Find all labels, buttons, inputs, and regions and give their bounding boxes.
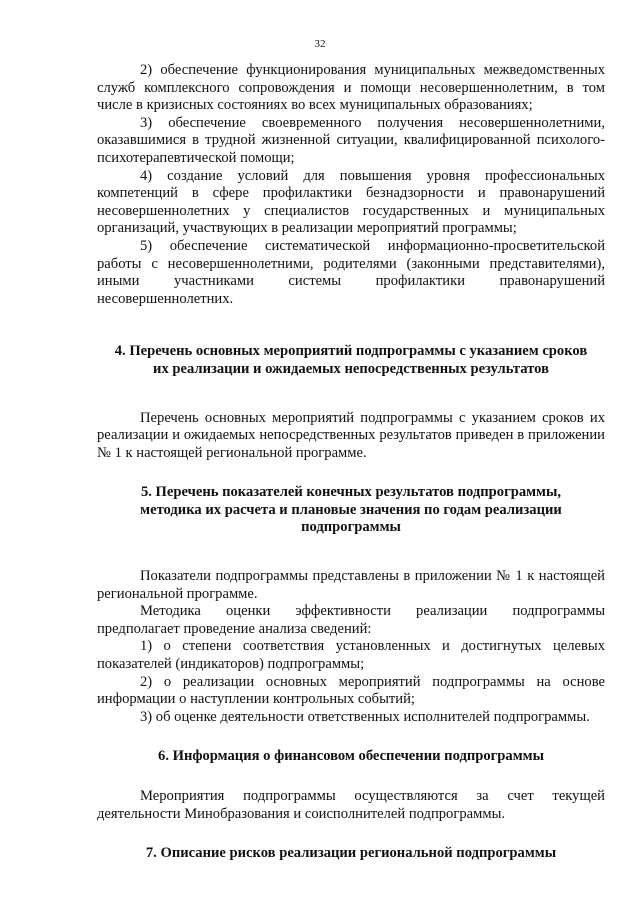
page-number: 32 <box>314 38 326 50</box>
section-heading-7: 7. Описание рисков реализации региональной подпрограммы <box>145 845 557 862</box>
section-heading-4: 4. Перечень основных мероприятий подпрограммы с указанием сроков их реализации и ожидаемых непосредственных результатов <box>114 343 588 377</box>
body-paragraph: Мероприятия подпрограммы осуществляются за счет текущей деятельности Минобразования и соисполнителей подпрограммы. <box>97 788 605 822</box>
section-heading-6: 6. Информация о финансовом обеспечении подпрограммы <box>158 748 544 765</box>
body-paragraph: 2) обеспечение функционирования муниципальных межведомственных служб комплексного сопровождения и помощи несовершеннолетним, в том числе в кризисных состояниях во всех муниципальных образованиях; <box>97 62 605 114</box>
document-body <box>97 62 605 863</box>
body-paragraph: Перечень основных мероприятий подпрограммы с указанием сроков их реализации и ожидаемых непосредственных результатов приведен в приложении № 1 к настоящей региональной программе. <box>97 409 605 461</box>
body-paragraph: 1) о степени соответствия установленных и достигнутых целевых показателей (индикаторов) подпрограммы; <box>97 638 605 673</box>
body-paragraph: 3) обеспечение своевременного получения несовершеннолетними, оказавшимися в трудной жизненной ситуации, квалифицированной психолого-психотерапевтической помощи; <box>97 114 605 166</box>
body-paragraph: Показатели подпрограммы представлены в приложении № 1 к настоящей региональной программе. <box>97 568 605 602</box>
body-paragraph: Методика оценки эффективности реализации подпрограммы предполагает проведение анализа сведений: <box>97 603 605 637</box>
body-paragraph: 5) обеспечение систематической информационно-просветительской работы с несовершеннолетними, родителями (законными представителями), иными участниками системы профилактики правонарушений несовершеннолетних. <box>97 237 605 307</box>
body-paragraph: 3) об оценке деятельности ответственных исполнителей подпрограммы. <box>140 708 590 725</box>
body-paragraph: 4) создание условий для повышения уровня профессиональных компетенций в сфере профилактики безнадзорности и правонарушений несовершеннолетних у специалистов государственных и муниципальных организаций, участвующих в реализации мероприятий программы; <box>97 167 605 237</box>
body-paragraph: 2) о реализации основных мероприятий подпрограммы на основе информации о наступлении контрольных событий; <box>97 673 605 708</box>
section-heading-5: 5. Перечень показателей конечных результатов подпрограммы, методика их расчета и плановые значения по годам реализации подпрограммы <box>140 484 562 536</box>
